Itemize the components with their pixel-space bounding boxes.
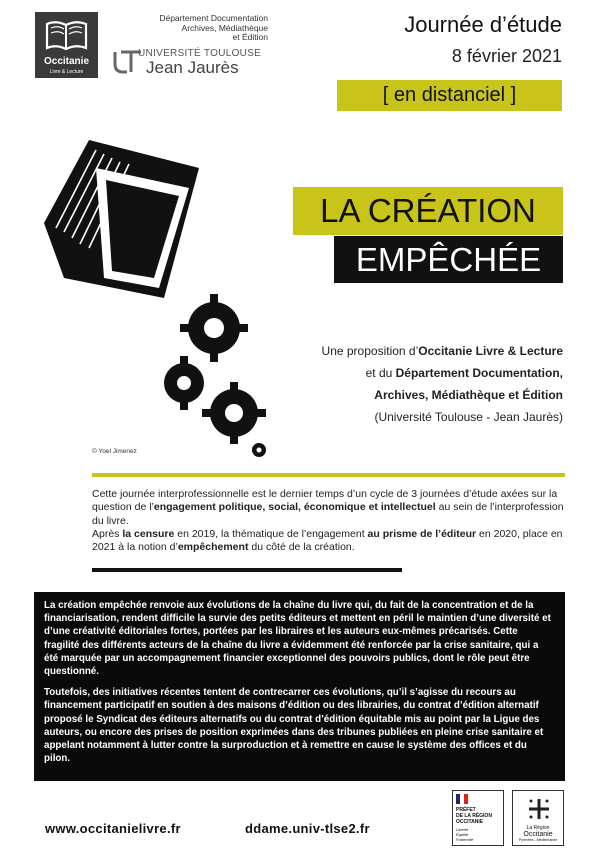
divider-black [92, 568, 402, 572]
prefet-motto-2: Égalité [456, 832, 469, 837]
department-line-2: Archives, Médiathèque [181, 22, 268, 33]
intro-text-span: du côté de la création. [248, 541, 355, 554]
event-date: 8 février 2021 [451, 46, 562, 66]
proposal-org: Occitanie Livre & Lecture [418, 344, 563, 358]
intro-emphasis: au prisme de l’éditeur [367, 527, 477, 540]
event-title: Journée d’étude [404, 12, 562, 37]
prefet-line-3: OCCITANIE [456, 819, 484, 825]
intro-text-span: en 2019, la thématique de l’engagement [174, 527, 368, 540]
intro-text-span: en 2020, place en 2021 à la notion d’ [92, 527, 563, 554]
region-occitanie-logo [512, 790, 564, 846]
intro-paragraph-2 [92, 528, 566, 555]
illustration-credit: © Yoel Jimenez [92, 448, 137, 455]
region-line-3: Pyrénées - Méditerranée [518, 838, 558, 842]
marianne-icon [456, 794, 468, 804]
occitanie-website-link[interactable]: www.occitanielivre.fr [45, 821, 181, 836]
intro-emphasis: empêchement [177, 541, 249, 554]
description-box [34, 592, 565, 781]
proposal-line-3 [263, 384, 563, 406]
department-line-1: Département Documentation [159, 13, 268, 23]
intro-text-span: Après [92, 527, 123, 540]
proposal-line-1 [263, 340, 563, 362]
university-name-top: UNIVERSITÉ TOULOUSE [138, 48, 262, 59]
intro-emphasis: engagement politique, social, économique et intellectuel [153, 501, 436, 514]
prefet-logo [452, 790, 504, 846]
occitanie-logo [35, 12, 98, 78]
prefet-line-2: DE LA RÉGION [456, 813, 492, 819]
intro-text-span: au sein de l’interprofession du livre. [92, 501, 564, 527]
university-name-bottom: Jean Jaurès [146, 58, 239, 77]
intro-text [92, 488, 566, 554]
intro-text-span: Cette journée interprofessionnelle est le dernier temps d’un cycle de 3 journées d’étude axées sur la question de l’ [92, 488, 558, 514]
region-line-1: La Région [526, 825, 550, 831]
divider-yellow [92, 473, 565, 477]
proposal-line-2 [263, 362, 563, 384]
description-paragraph-1: La création empêchée renvoie aux évolutions de la chaîne du livre qui, du fait de la concentration et de la financiarisation, rendent difficile la survie des petits éditeurs et mettent en péril le maintien d’une diversité et d’une créativité éditoriales fortes, portées par les libraires et les auteurs eux-mêmes précarisés. Cette fragilité des différents acteurs de la chaîne du livre a évidemment été renforcée par la crise sanitaire, qui a été marquée par un accompagnement financier exceptionnel des pouvoirs publics, dont le rôle peut être questionné. [44, 600, 551, 678]
department-name [132, 14, 268, 43]
department-line-3: et Édition [232, 32, 268, 42]
proposal-org: Archives, Médiathèque et Édition [374, 388, 563, 402]
prefet-line-1: PRÉFET [456, 807, 476, 813]
intro-emphasis: la censure [122, 527, 175, 540]
prefet-motto-3: Fraternité [456, 837, 474, 842]
proposal-org: Département Documentation, [395, 366, 563, 380]
occitan-cross-icon [527, 797, 551, 821]
region-line-2: Occitanie [523, 831, 553, 838]
poster-title-line-2: EMPÊCHÉE [334, 236, 563, 283]
book-with-gears-icon [34, 128, 274, 458]
poster-title-line-1: LA CRÉATION [293, 187, 563, 235]
open-book-icon [45, 18, 88, 52]
prefet-motto-1: Liberté [456, 827, 469, 832]
university-website-link[interactable]: ddame.univ-tlse2.fr [245, 821, 370, 836]
prefet-motto [456, 827, 500, 842]
event-mode-badge: [ en distanciel ] [337, 80, 562, 111]
proposal-line-4: (Université Toulouse - Jean Jaurès) [374, 410, 563, 424]
occitanie-logo-name: Occitanie [43, 56, 90, 67]
proposal-text: et du [365, 366, 396, 380]
occitanie-logo-tagline: Livre & Lecture [49, 69, 84, 75]
proposal-block [263, 340, 563, 428]
proposal-text: Une proposition d’ [321, 344, 419, 358]
intro-paragraph-1 [92, 488, 566, 528]
description-paragraph-2: Toutefois, des initiatives récentes tentent de contrecarrer ces évolutions, qu’il s’agisse du recours au financement participatif en soutien à des maisons d’édition ou des librairies, du contrat d’édition alternatif proposé le Syndicat des éditeurs alternatifs ou du contrat d’édition équitable mis au point par la Ligue des auteurs, ou encore des prises de position exprimées dans des tribunes publiées en pleine crise sanitaire et appelant notamment à lutter contre la surproduction et à remettre en cause le système des offices et du pilon. [44, 687, 544, 765]
